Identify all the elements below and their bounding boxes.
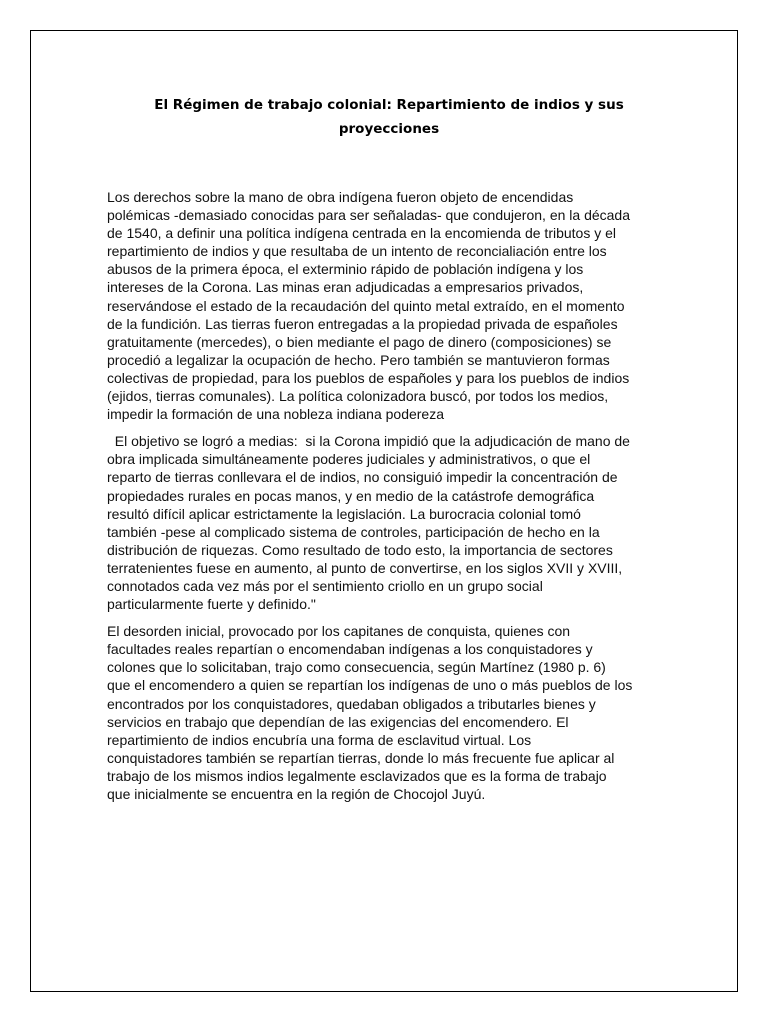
text-line: reservándose el estado de la recaudación del quinto metal extraído, en el momento xyxy=(107,297,625,314)
text-line: El desorden inicial, provocado por los capitanes de conquista, quienes con xyxy=(107,623,571,640)
document-title xyxy=(100,93,678,141)
text-line: repartimiento de indios encubría una forma de esclavitud virtual. Los xyxy=(107,731,532,748)
paragraph-1 xyxy=(107,188,677,423)
text-line: que el encomendero a quien se repartían los indígenas de uno o más pueblos de los xyxy=(107,677,633,694)
text-line: particularmente fuerte y definido." xyxy=(107,596,316,613)
text-line: que inicialmente se encuentra en la región de Chocojol Juyú. xyxy=(107,786,486,802)
text-line: conquistadores también se repartían tierras, donde lo más frecuente fue aplicar al xyxy=(107,749,615,766)
text-line: colones que lo solicitaban, trajo como consecuencia, según Martínez (1980 p. 6) xyxy=(107,659,606,676)
text-line: abusos de la primera época, el exterminio rápido de población indígena y los xyxy=(107,261,584,278)
text-line: Los derechos sobre la mano de obra indígena fueron objeto de encendidas xyxy=(107,189,574,205)
text-line: trabajo de los mismos indios legalmente esclavizados que es la forma de trabajo xyxy=(107,767,607,784)
text-line: encontrados por los conquistadores, quedaban obligados a tributarles bienes y xyxy=(107,695,596,712)
text-line: connotados cada vez más por el sentimiento criollo en un grupo social xyxy=(107,577,543,594)
text-line: El objetivo se logró a medias: si la Corona impidió que la adjudicación de mano de xyxy=(107,433,630,450)
text-line: resultó difícil aplicar estrictamente la legislación. La burocracia colonial tomó xyxy=(107,505,581,522)
text-line: de 1540, a definir una política indígena centrada en la encomienda de tributos y el xyxy=(107,225,617,242)
text-line: reparto de tierras conllevara el de indios, no consiguió impedir la concentración de xyxy=(107,469,618,486)
text-line: colectivas de propiedad, para los pueblos de españoles y para los pueblos de indios xyxy=(107,369,630,386)
title-line-1: El Régimen de trabajo colonial: Repartimiento de indios y sus xyxy=(154,97,624,113)
text-line: facultades reales repartían o encomendaban indígenas a los conquistadores y xyxy=(107,641,593,658)
text-line: obra implicada simultáneamente poderes judiciales y administrativos, o que el xyxy=(107,451,591,468)
document-body xyxy=(107,188,677,812)
text-line: polémicas -demasiado conocidas para ser señaladas- que condujeron, en la década xyxy=(107,207,630,224)
text-line: terratenientes fuese en aumento, al punto de convertirse, en los siglos XVII y XVIII, xyxy=(107,559,623,576)
title-line-2: proyecciones xyxy=(338,121,440,137)
text-line: procedió a legalizar la ocupación de hecho. Pero también se mantuvieron formas xyxy=(107,351,610,368)
text-line: repartimiento de indios y que resultaba de un intento de reconcialiación entre los xyxy=(107,243,607,260)
paragraph-2 xyxy=(107,432,677,613)
text-line: también -pese al complicado sistema de controles, participación de hecho en la xyxy=(107,523,600,540)
text-line: intereses de la Corona. Las minas eran adjudicadas a empresarios privados, xyxy=(107,279,584,296)
text-line: servicios en trabajo que dependían de las exigencias del encomendero. El xyxy=(107,713,569,730)
text-line: distribución de riquezas. Como resultado de todo esto, la importancia de sectores xyxy=(107,541,613,558)
paragraph-3 xyxy=(107,622,677,803)
text-line: propiedades rurales en pocas manos, y en medio de la catástrofe demográfica xyxy=(107,487,595,504)
text-line: de la fundición. Las tierras fueron entregadas a la propiedad privada de españoles xyxy=(107,315,618,332)
text-line: (ejidos, tierras comunales). La política colonizadora buscó, por todos los medios, xyxy=(107,388,609,405)
text-line: gratuitamente (mercedes), o bien mediante el pago de dinero (composiciones) se xyxy=(107,333,612,350)
text-line: impedir la formación de una nobleza indiana podereza xyxy=(107,406,444,423)
